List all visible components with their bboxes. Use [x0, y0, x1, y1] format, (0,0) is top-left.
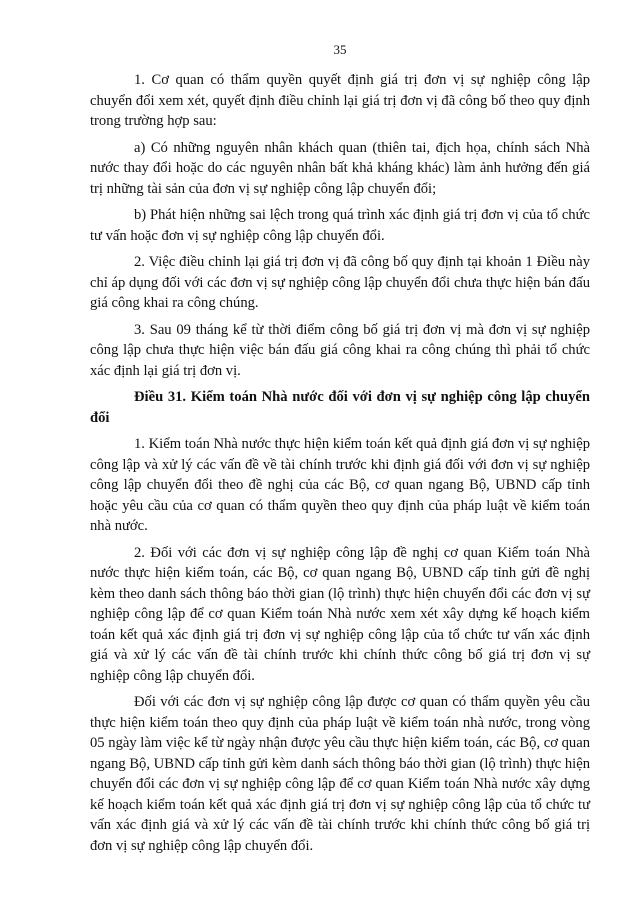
paragraph-article-31-clause-1: 1. Kiểm toán Nhà nước thực hiện kiểm toán kết quả định giá đơn vị sự nghiệp công lập và xử lý các vấn đề về tài chính trước khi định giá đối với đơn vị sự nghiệp công lập chuyển đổi theo đề nghị của các Bộ, cơ quan ngang Bộ, UBND cấp tỉnh hoặc yêu cầu của cơ quan có thẩm quyền theo quy định của pháp luật về kiểm toán nhà nước.	[90, 436, 590, 534]
paragraph-clause-1b: b) Phát hiện những sai lệch trong quá trình xác định giá trị đơn vị của tổ chức tư vấn hoặc đơn vị sự nghiệp công lập chuyển đổi.	[90, 207, 590, 244]
paragraph-article-31-clause-2-continued: Đối với các đơn vị sự nghiệp công lập được cơ quan có thẩm quyền yêu cầu thực hiện kiểm toán theo quy định của pháp luật về kiểm toán nhà nước, trong vòng 05 ngày làm việc kể từ ngày nhận được yêu cầu thực hiện kiểm toán, các Bộ, cơ quan ngang Bộ, UBND cấp tỉnh gửi kèm danh sách thông báo thời gian (lộ trình) thực hiện chuyển đổi các đơn vị sự nghiệp công lập để cơ quan Kiểm toán Nhà nước xây dựng kế hoạch kiểm toán kết quả xác định giá trị đơn vị sự nghiệp công lập của tổ chức tư vấn xác định giá và xử lý các vấn đề tài chính trước khi chính thức công bố giá trị đơn vị sự nghiệp công lập chuyển đổi.	[90, 694, 590, 854]
article-31-heading: Điều 31. Kiểm toán Nhà nước đối với đơn vị sự nghiệp công lập chuyển đổi	[90, 389, 590, 426]
paragraph-clause-1: 1. Cơ quan có thẩm quyền quyết định giá trị đơn vị sự nghiệp công lập chuyển đổi xem xét, quyết định điều chỉnh lại giá trị đơn vị đã công bố theo quy định trong trường hợp sau:	[90, 72, 590, 129]
document-body	[90, 70, 590, 862]
paragraph-clause-2: 2. Việc điều chỉnh lại giá trị đơn vị đã công bố quy định tại khoản 1 Điều này chỉ áp dụng đối với các đơn vị sự nghiệp công lập chuyển đổi chưa thực hiện bán đấu giá công khai ra công chúng.	[90, 254, 590, 311]
paragraph-article-31-clause-2: 2. Đối với các đơn vị sự nghiệp công lập đề nghị cơ quan Kiểm toán Nhà nước thực hiện kiểm toán, các Bộ, cơ quan ngang Bộ, UBND cấp tỉnh gửi đề nghị kèm theo danh sách thông báo thời gian (lộ trình) thực hiện chuyển đổi các đơn vị sự nghiệp công lập để cơ quan Kiểm toán Nhà nước xem xét xây dựng kế hoạch kiểm toán kết quả xác định giá trị đơn vị sự nghiệp công lập của tổ chức tư vấn xác định giá và xử lý các vấn đề tài chính trước khi chính thức công bố giá trị đơn vị sự nghiệp công lập chuyển đổi.	[90, 544, 590, 684]
paragraph-clause-1a: a) Có những nguyên nhân khách quan (thiên tai, địch họa, chính sách Nhà nước thay đổi hoặc do các nguyên nhân bất khả kháng khác) làm ảnh hưởng đến giá trị những tài sản của đơn vị sự nghiệp công lập chuyển đổi;	[90, 139, 590, 197]
paragraph-clause-3: 3. Sau 09 tháng kể từ thời điểm công bố giá trị đơn vị mà đơn vị sự nghiệp công lập chưa thực hiện việc bán đấu giá công khai ra công chúng thì phải tổ chức xác định lại giá trị đơn vị.	[90, 321, 590, 379]
page-number: 35	[333, 42, 347, 57]
